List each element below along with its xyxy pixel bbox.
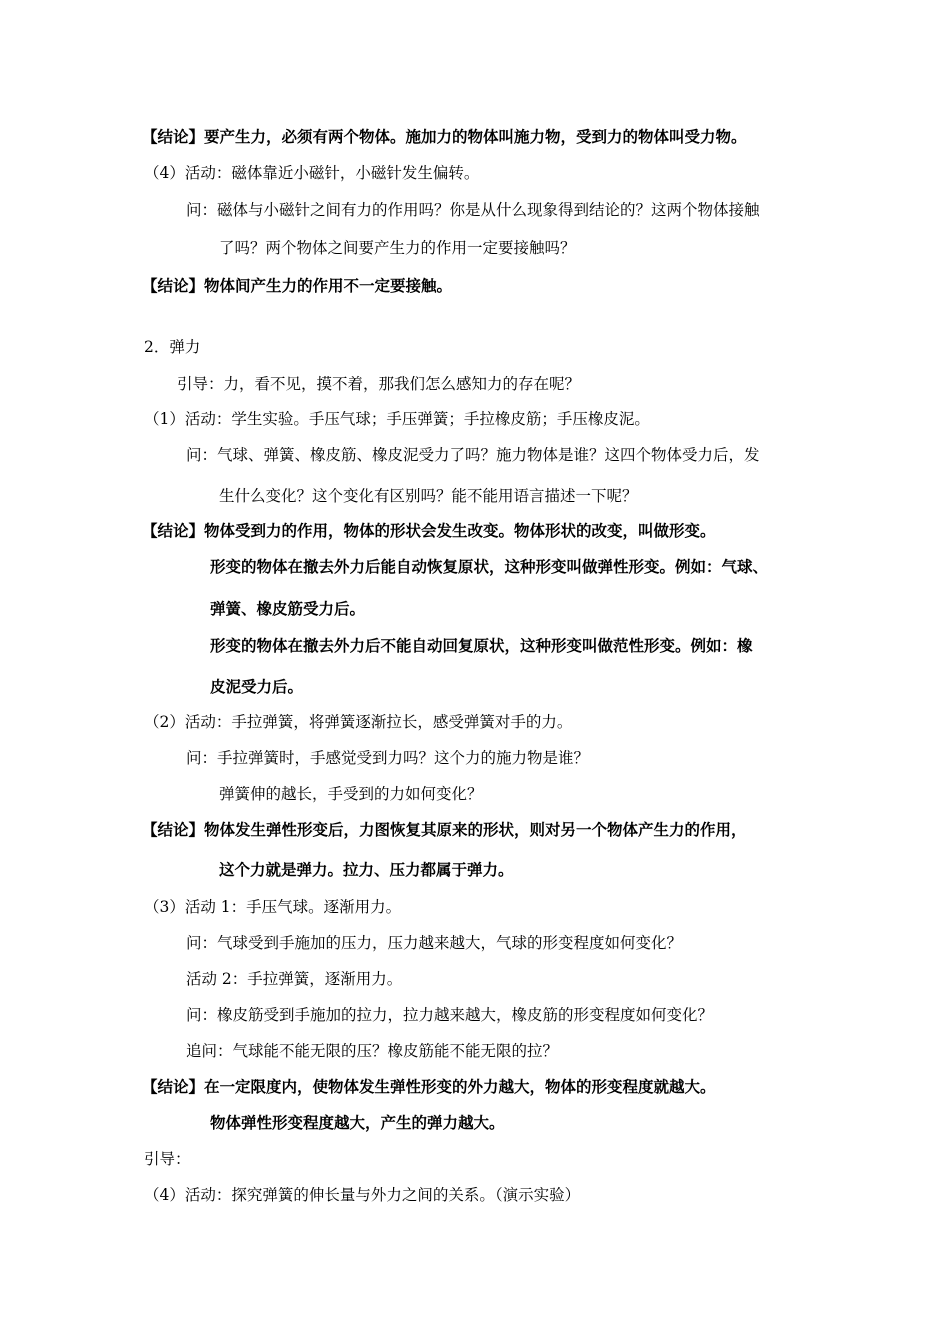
activity-line: （4）活动：探究弹簧的伸长量与外力之间的关系。（演示实验） [144, 1186, 581, 1204]
guide-line: 引导：力，看不见，摸不着，那我们怎么感知力的存在呢？ [177, 375, 581, 393]
conclusion-detail-line: 形变的物体在撤去外力后不能自动回复原状，这种形变叫做范性形变。例如：橡 [210, 637, 753, 655]
conclusion-detail-line: 这个力就是弹力。拉力、压力都属于弹力。 [219, 861, 514, 879]
activity-line: （2）活动：手拉弹簧，将弹簧逐渐拉长，感受弹簧对手的力。 [144, 713, 573, 731]
conclusion-line: 【结论】物体受到力的作用，物体的形状会发生改变。物体形状的改变，叫做形变。 [142, 522, 716, 540]
conclusion-detail-line: 形变的物体在撤去外力后能自动恢复原状，这种形变叫做弹性形变。例如：气球、 [210, 558, 769, 576]
question-line: 问：磁体与小磁针之间有力的作用吗？你是从什么现象得到结论的？这两个物体接触 [186, 201, 760, 219]
conclusion-line: 【结论】在一定限度内，使物体发生弹性形变的外力越大，物体的形变程度就越大。 [142, 1078, 716, 1096]
question-line: 问：手拉弹簧时，手感觉受到力吗？这个力的施力物是谁？ [186, 749, 590, 767]
activity-line: 活动 2：手拉弹簧，逐渐用力。 [186, 970, 403, 988]
question-continuation-line: 生什么变化？这个变化有区别吗？能不能用语言描述一下呢？ [219, 487, 638, 505]
conclusion-detail-line: 弹簧、橡皮筋受力后。 [210, 600, 366, 618]
conclusion-line: 【结论】物体间产生力的作用不一定要接触。 [142, 277, 453, 295]
question-line: 问：橡皮筋受到手施加的拉力，拉力越来越大，橡皮筋的形变程度如何变化？ [186, 1006, 714, 1024]
activity-line: （4）活动：磁体靠近小磁针，小磁针发生偏转。 [144, 164, 480, 182]
section-heading: 2．弹力 [144, 338, 201, 356]
question-line: 问：气球、弹簧、橡皮筋、橡皮泥受力了吗？施力物体是谁？这四个物体受力后，发 [186, 446, 760, 464]
question-continuation-line: 了吗？两个物体之间要产生力的作用一定要接触吗？ [219, 239, 576, 257]
guide-line: 引导： [144, 1150, 191, 1168]
conclusion-line: 【结论】要产生力，必须有两个物体。施加力的物体叫施力物，受到力的物体叫受力物。 [142, 128, 747, 146]
follow-up-question-line: 追问：气球能不能无限的压？橡皮筋能不能无限的拉？ [186, 1042, 559, 1060]
question-line: 问：气球受到手施加的压力，压力越来越大，气球的形变程度如何变化？ [186, 934, 683, 952]
conclusion-detail-line: 皮泥受力后。 [210, 678, 304, 696]
question-continuation-line: 弹簧伸的越长，手受到的力如何变化？ [219, 785, 483, 803]
conclusion-line: 【结论】物体发生弹性形变后，力图恢复其原来的形状，则对另一个物体产生力的作用， [142, 821, 747, 839]
activity-line: （3）活动 1：手压气球。逐渐用力。 [144, 898, 402, 916]
activity-line: （1）活动：学生实验。手压气球；手压弹簧；手拉橡皮筋；手压橡皮泥。 [144, 410, 650, 428]
conclusion-detail-line: 物体弹性形变程度越大，产生的弹力越大。 [210, 1114, 505, 1132]
